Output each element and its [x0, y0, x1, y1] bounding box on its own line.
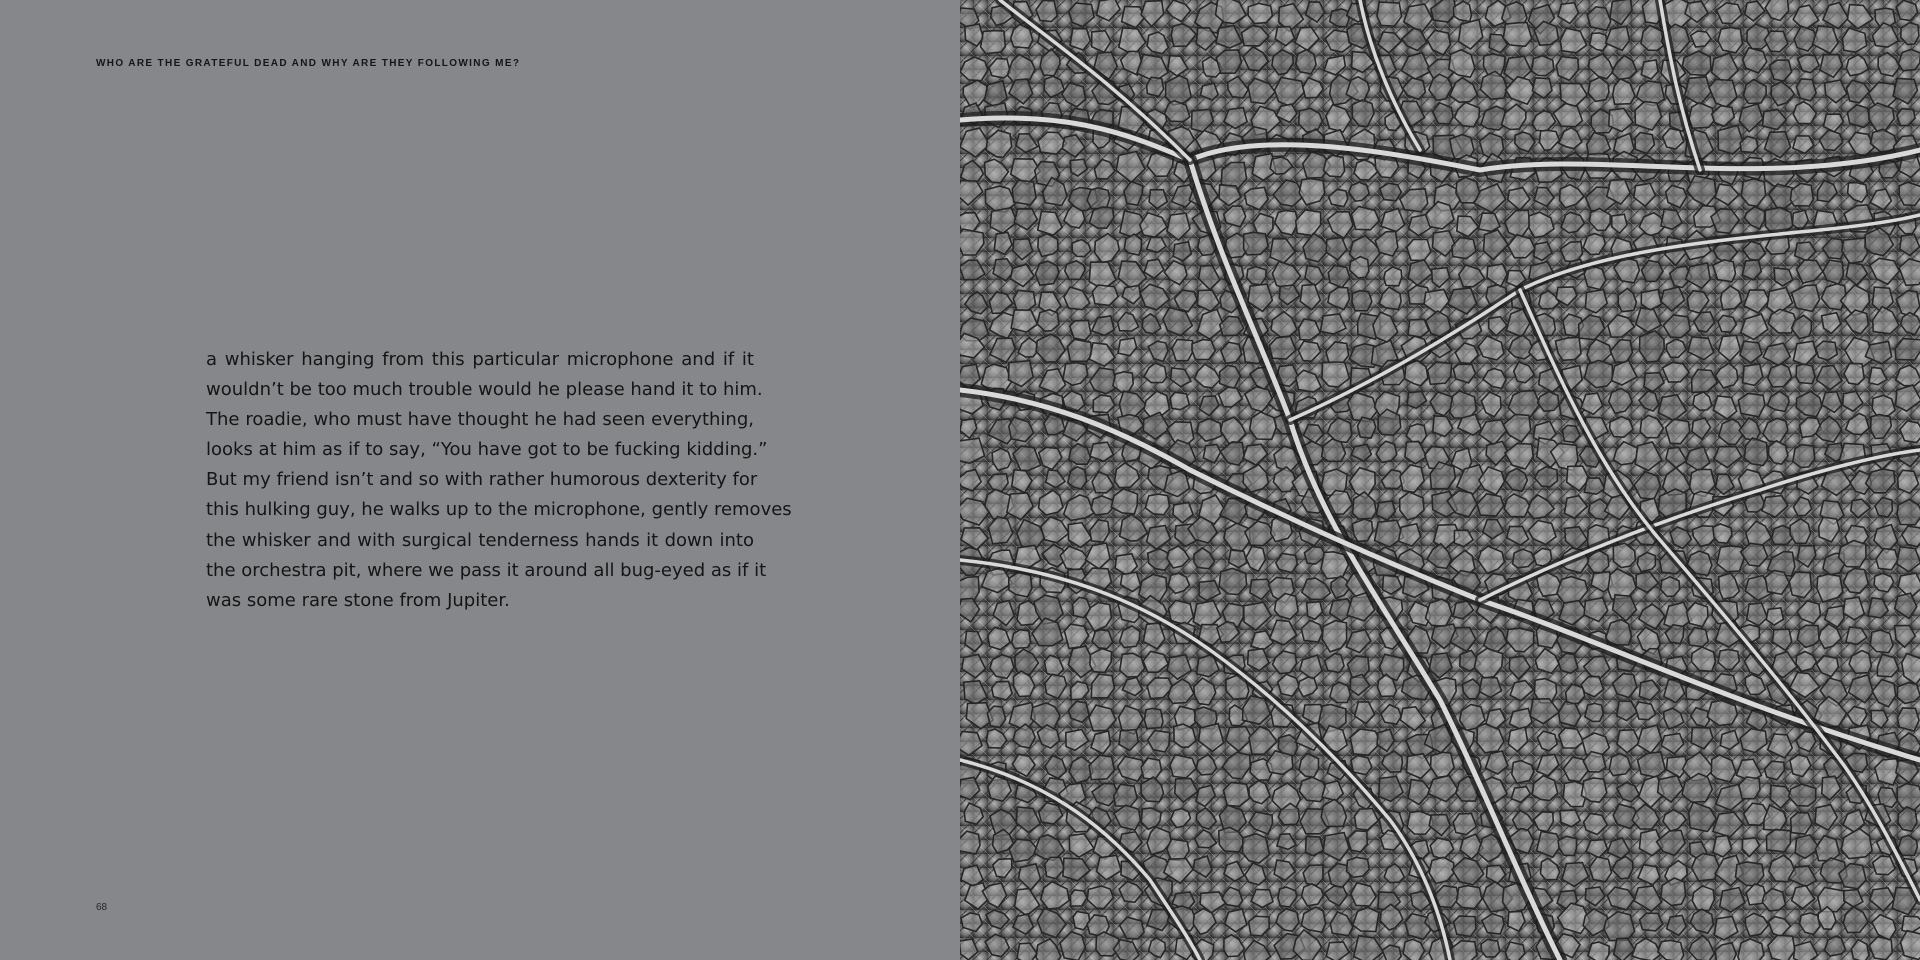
body-paragraph — [206, 345, 792, 616]
body-line: wouldn’t be too much trouble would he please hand it to him. — [206, 379, 763, 401]
page-number: 68 — [96, 902, 108, 913]
body-line: The roadie, who must have thought he had seen everything, — [206, 409, 754, 431]
body-line: a whisker hanging from this particular microphone and if it — [206, 349, 754, 370]
right-page — [960, 0, 1920, 960]
leaf-vein-photo — [960, 0, 1920, 960]
body-line: this hulking guy, he walks up to the microphone, gently removes — [206, 499, 792, 521]
body-line: looks at him as if to say, “You have got to be fucking kidding.” — [206, 439, 768, 461]
body-line: But my friend isn’t and so with rather humorous dexterity for — [206, 469, 758, 491]
running-head: WHO ARE THE GRATEFUL DEAD AND WHY ARE THEY FOLLOWING ME? — [96, 58, 521, 69]
body-line: the whisker and with surgical tenderness hands it down into — [206, 529, 754, 551]
body-line: the orchestra pit, where we pass it around all bug-eyed as if it — [206, 559, 767, 581]
body-line: was some rare stone from Jupiter. — [206, 589, 510, 611]
